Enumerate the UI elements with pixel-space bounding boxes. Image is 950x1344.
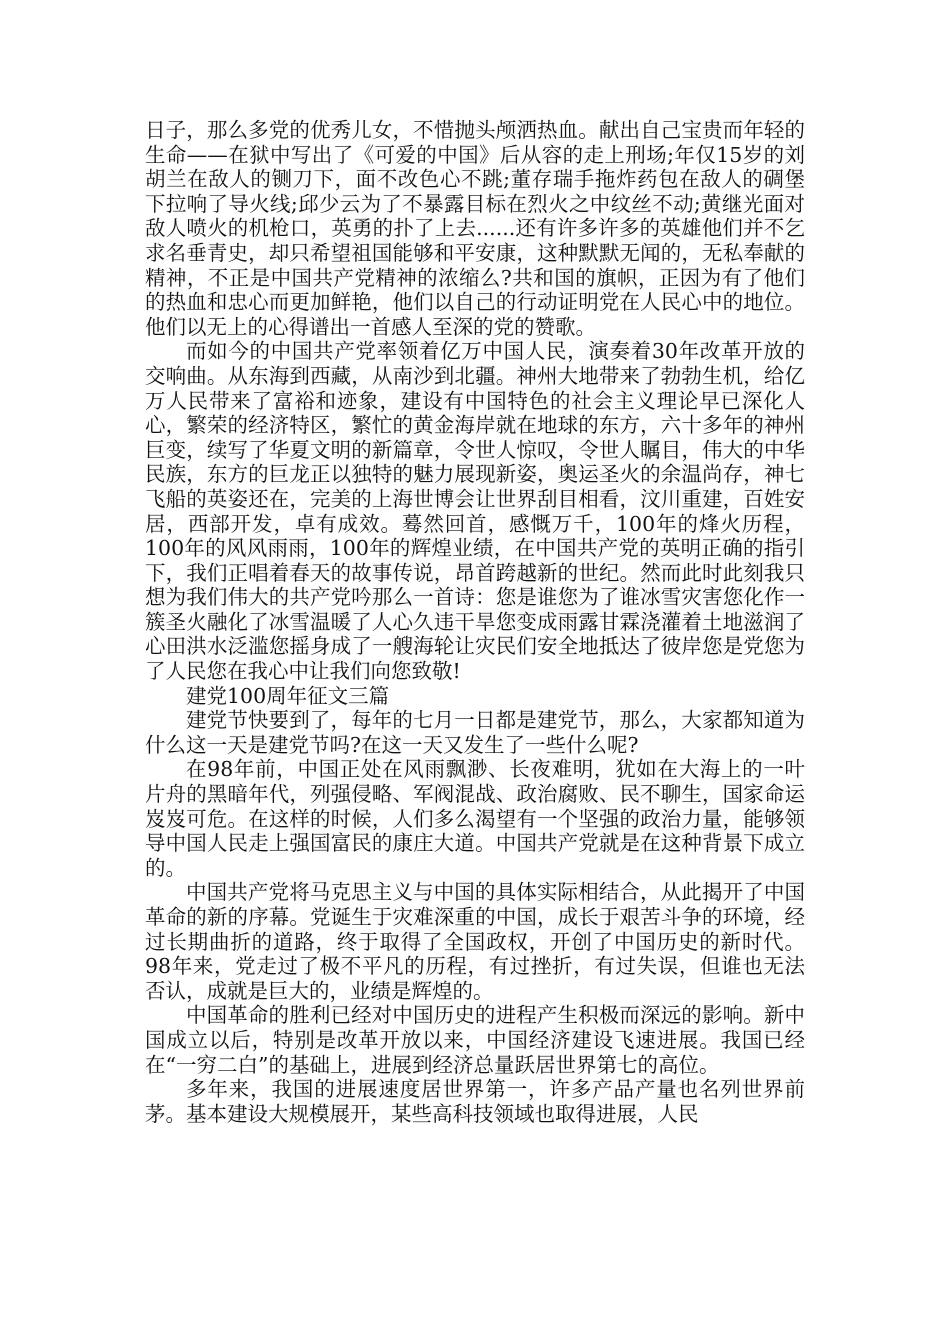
section-title: 建党100周年征文三篇 bbox=[186, 683, 390, 708]
paragraph-3: 建党节快要到了，每年的七月一日都是建党节，那么，大家都知道为什么这一天是建党节吗?在这一天又发生了一些什么呢? bbox=[145, 708, 805, 757]
paragraph-6: 中国革命的胜利已经对中国历史的进程产生积极而深远的影响。新中国成立以后，特别是改革开放以来，中国经济建设飞速进展。我国已经在“一穷二白”的基础上，进展到经济总量跃居世界第七的高位。 bbox=[145, 1003, 805, 1077]
paragraph-4: 在98年前，中国正处在风雨飘渺、长夜难明，犹如在大海上的一叶片舟的黑暗年代，列强侵略、军阀混战、政治腐败、民不聊生，国家命运岌岌可危。在这样的时候，人们多么渴望有一个坚强的政治力量，能够领导中国人民走上强国富民的康庄大道。中国共产党就是在这种背景下成立的。 bbox=[145, 757, 805, 880]
paragraph-7: 多年来，我国的进展速度居世界第一，许多产品产量也名列世界前茅。基本建设大规模展开，某些高科技领域也取得进展，人民 bbox=[145, 1077, 805, 1126]
document-body bbox=[145, 118, 805, 1126]
paragraph-1: 日子，那么多党的优秀儿女，不惜抛头颅洒热血。献出自己宝贵而年轻的生命——在狱中写出了《可爱的中国》后从容的走上刑场;年仅15岁的刘胡兰在敌人的铡刀下，面不改色心不跳;董存瑞手拖炸药包在敌人的碉堡下拉响了导火线;邱少云为了不暴露目标在烈火之中纹丝不动;黄继光面对敌人喷火的机枪口，英勇的扑了上去......还有许多许多的英雄他们并不乞求名垂青史，却只希望祖国能够和平安康，这种默默无闻的，无私奉献的精神，不正是中国共产党精神的浓缩么?共和国的旗帜，正因为有了他们的热血和忠心而更加鲜艳，他们以自己的行动证明党在人民心中的地位。他们以无上的心得谱出一首感人至深的党的赞歌。 bbox=[145, 118, 805, 339]
paragraph-5: 中国共产党将马克思主义与中国的具体实际相结合，从此揭开了中国革命的新的序幕。党诞生于灾难深重的中国，成长于艰苦斗争的环境，经过长期曲折的道路，终于取得了全国政权，开创了中国历史的新时代。98年来，党走过了极不平凡的历程，有过挫折，有过失误，但谁也无法否认，成就是巨大的，业绩是辉煌的。 bbox=[145, 880, 805, 1003]
paragraph-2: 而如今的中国共产党率领着亿万中国人民，演奏着30年改革开放的交响曲。从东海到西藏，从南沙到北疆。神州大地带来了勃勃生机，给亿万人民带来了富裕和迹象，建设有中国特色的社会主义理论早已深化人心，繁荣的经济特区，繁忙的黄金海岸就在地球的东方，六十多年的神州巨变，续写了华夏文明的新篇章，令世人惊叹，令世人瞩目，伟大的中华民族，东方的巨龙正以独特的魅力展现新姿，奥运圣火的余温尚存，神七飞船的英姿还在，完美的上海世博会让世界刮目相看，汶川重建，百姓安居，西部开发，卓有成效。蓦然回首，感慨万千，100年的烽火历程，100年的风风雨雨，100年的辉煌业绩，在中国共产党的英明正确的指引下，我们正唱着春天的故事传说，昂首跨越新的世纪。然而此时此刻我只想为我们伟大的共产党吟那么一首诗：您是谁您为了谁冰雪灾害您化作一簇圣火融化了冰雪温暖了人心久违干旱您变成雨露甘霖浇灌着土地滋润了心田洪水泛滥您摇身成了一艘海轮让灾民们安全地抵达了彼岸您是党您为了人民您在我心中让我们向您致敬! bbox=[145, 339, 805, 684]
